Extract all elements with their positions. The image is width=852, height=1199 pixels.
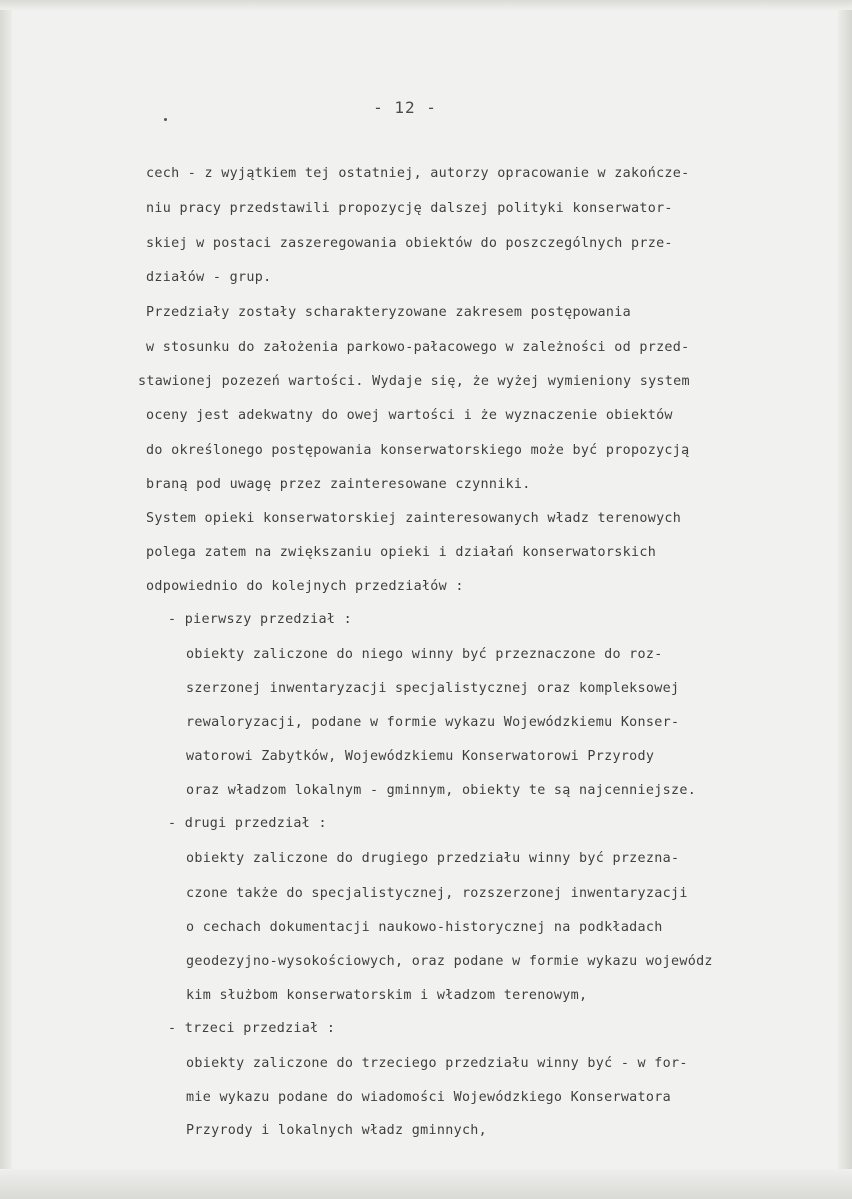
list-item-first: - pierwszy przedział : [168, 612, 352, 627]
text-line-13: odpowiednio do kolejnych przedziałów : [146, 579, 464, 594]
text-line-23: o cechach dokumentacji naukowo-historycznej na podkładach [186, 920, 663, 935]
text-line-15: obiekty zaliczone do niego winny być przeznaczone do roz- [186, 647, 663, 662]
text-line-12: polega zatem na zwiększaniu opieki i działań konserwatorskich [146, 545, 657, 560]
text-line-9: do określonego postępowania konserwatorskiego może być propozycją [146, 443, 690, 458]
text-line-11: System opieki konserwatorskiej zainteresowanych władz terenowych [146, 511, 682, 526]
text-line-19: oraz władzom lokalnym - gminnym, obiekty te są najcenniejsze. [186, 783, 697, 798]
scan-edge-top [0, 0, 852, 10]
text-line-17: rewaloryzacji, podane w formie wykazu Wojewódzkiemu Konser- [186, 715, 680, 730]
page-number: - 12 - [373, 98, 437, 117]
scan-edge-right [838, 0, 852, 1199]
text-line-2: niu pracy przedstawili propozycję dalszej polityki konserwator- [146, 201, 673, 216]
text-line-16: szerzonej inwentaryzacji specjalistycznej oraz kompleksowej [186, 681, 680, 696]
text-line-18: watorowi Zabytków, Wojewódzkiemu Konserwatorowi Przyrody [186, 749, 655, 764]
list-item-second: - drugi przedział : [168, 816, 327, 831]
list-item-third: - trzeci przedział : [168, 1021, 336, 1036]
text-line-3: skiej w postaci zaszeregowania obiektów do poszczególnych prze- [146, 236, 673, 251]
text-line-1: cech - z wyjątkiem tej ostatniej, autorzy opracowanie w zakończe- [146, 166, 690, 181]
text-line-24: geodezyjno-wysokościowych, oraz podane w formie wykazu wojewódz [186, 954, 713, 969]
text-line-29: Przyrody i lokalnych władz gminnych, [186, 1123, 488, 1138]
stray-dot-mark [164, 118, 167, 121]
scan-edge-left [0, 0, 12, 1199]
text-line-7: stawionej pozezeń wartości. Wydaje się, że wyżej wymieniony system [138, 374, 690, 389]
text-line-5: Przedziały zostały scharakteryzowane zakresem postępowania [146, 305, 631, 320]
text-line-28: mie wykazu podane do wiadomości Wojewódzkiego Konserwatora [186, 1090, 671, 1105]
text-line-6: w stosunku do założenia parkowo-pałacowego w zależności od przed- [146, 340, 690, 355]
text-line-21: obiekty zaliczone do drugiego przedziału winny być przezna- [186, 851, 680, 866]
text-line-25: kim służbom konserwatorskim i władzom terenowym, [186, 988, 588, 1003]
text-line-27: obiekty zaliczone do trzeciego przedziału winny być - w for- [186, 1056, 688, 1071]
text-line-4: działów - grup. [146, 270, 272, 285]
text-line-8: oceny jest adekwatny do owej wartości i że wyznaczenie obiektów [146, 408, 673, 423]
text-line-10: braną pod uwagę przez zainteresowane czynniki. [146, 477, 531, 492]
text-line-22: czone także do specjalistycznej, rozszerzonej inwentaryzacji [186, 886, 688, 901]
scan-edge-bottom [0, 1169, 852, 1199]
